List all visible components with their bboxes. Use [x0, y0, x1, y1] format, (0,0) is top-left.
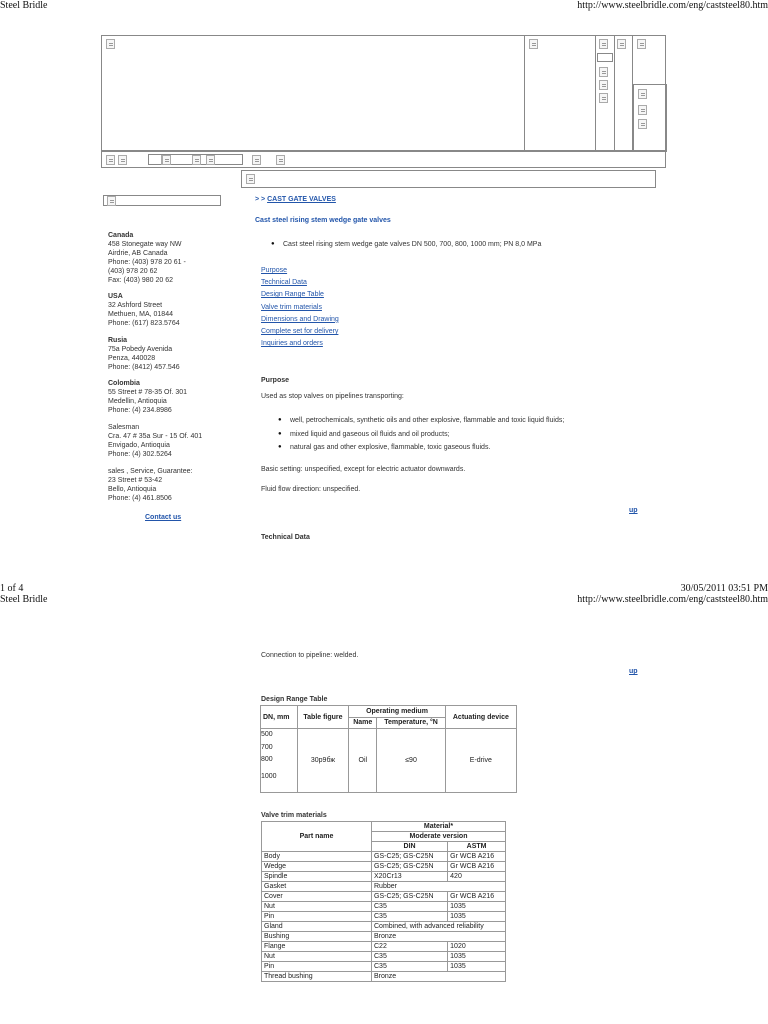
banner-column [595, 35, 615, 151]
din-cell: GS-C25; GS-C25N [372, 892, 448, 902]
astm-cell: 1035 [448, 962, 506, 972]
print-timestamp: 30/05/2011 03:51 PM [680, 583, 768, 594]
part-name-cell: Body [262, 852, 372, 862]
table-row [262, 872, 506, 882]
din-cell: Bronze [372, 932, 506, 942]
technical-data-heading: Technical Data [261, 534, 310, 541]
contact-sales [108, 467, 192, 503]
contact-line: Phone: (8412) 457.546 [108, 364, 180, 371]
up-link[interactable]: up [629, 507, 638, 514]
contact-russia [108, 336, 180, 372]
broken-image-icon [246, 174, 255, 184]
contact-canada [108, 231, 186, 285]
contact-line: Methuen, MA, 01844 [108, 311, 173, 318]
part-name-cell: Gland [262, 922, 372, 932]
contact-line: Cra. 47 # 35a Sur - 15 Of. 401 [108, 433, 203, 440]
page-header-url: http://www.steelbridle.com/eng/caststeel80.htm [577, 594, 768, 605]
nav-image-icon[interactable] [252, 155, 261, 165]
materials-table-body [262, 852, 506, 982]
table-cell [261, 729, 298, 793]
toc-link-technical-data[interactable]: Technical Data [261, 279, 307, 287]
design-range-heading: Design Range Table [261, 696, 328, 703]
contact-salesman [108, 423, 202, 459]
banner-button-slot[interactable] [597, 53, 613, 62]
contact-line: Salesman [108, 424, 140, 431]
din-cell: C35 [372, 902, 448, 912]
astm-cell: Gr WCB A216 [448, 892, 506, 902]
table-row [262, 922, 506, 932]
din-cell: X20Cr13 [372, 872, 448, 882]
sidebar-image-slot [103, 195, 221, 206]
broken-image-icon [107, 196, 116, 206]
contact-line: 23 Street # 53-42 [108, 477, 163, 484]
breadcrumb [255, 196, 336, 203]
contact-line: Phone: (4) 234.8986 [108, 407, 172, 414]
dn-value: 1000 [261, 772, 277, 780]
toc-link-purpose[interactable]: Purpose [261, 267, 288, 274]
valve-trim-heading: Valve trim materials [261, 812, 327, 819]
page-header-left: Steel Bridle [0, 0, 48, 11]
contact-line: 55 Street # 78-35 Of. 301 [108, 389, 187, 396]
broken-image-icon [529, 39, 538, 49]
nav-image-icon[interactable] [162, 155, 171, 165]
purpose-item: ● well, petrochemicals, synthetic oils and other explosive, flammable and toxic liquid fluids; [290, 417, 564, 424]
contact-line: (403) 978 20 62 [108, 268, 158, 275]
astm-cell: 1035 [448, 902, 506, 912]
dn-value: 800 [261, 756, 273, 764]
contact-line: 458 Stonegate way NW [108, 241, 182, 248]
table-row [262, 902, 506, 912]
contact-line: sales , Service, Guarantee: [108, 468, 193, 475]
broken-image-icon [638, 89, 647, 99]
banner-column [632, 35, 666, 151]
din-cell: C35 [372, 962, 448, 972]
din-cell: C35 [372, 952, 448, 962]
nav-image-icon[interactable] [106, 155, 115, 165]
broken-image-icon [599, 80, 608, 90]
nav-image-icon[interactable] [276, 155, 285, 165]
part-name-cell: Bushing [262, 932, 372, 942]
contact-title: Rusia [108, 337, 128, 344]
site-banner [101, 35, 666, 151]
page-header-left: Steel Bridle [0, 594, 48, 605]
col-header: DIN [372, 842, 448, 852]
sub-banner [241, 170, 656, 188]
contact-line: Envigado, Antioquia [108, 442, 170, 449]
toc-list [261, 265, 339, 350]
col-header: ASTM [448, 842, 506, 852]
page-number: 1 of 4 [0, 583, 24, 594]
part-name-cell: Gasket [262, 882, 372, 892]
part-name-cell: Pin [262, 962, 372, 972]
dn-value: 700 [261, 743, 273, 751]
broken-image-icon [599, 93, 608, 103]
part-name-cell: Cover [262, 892, 372, 902]
din-cell: Combined, with advanced reliability [372, 922, 506, 932]
astm-cell: 420 [448, 872, 506, 882]
breadcrumb-prefix: > > [255, 196, 268, 203]
breadcrumb-link[interactable]: CAST GATE VALVES [267, 196, 336, 203]
table-row [262, 972, 506, 982]
din-cell: Bronze [372, 972, 506, 982]
table-row [262, 852, 506, 862]
contact-title: Canada [108, 232, 134, 239]
astm-cell: 1035 [448, 912, 506, 922]
page-header-url: http://www.steelbridle.com/eng/caststeel80.htm [577, 0, 768, 11]
col-header: Table figure [297, 706, 349, 729]
broken-image-icon [617, 39, 626, 49]
flow-direction-text: Fluid flow direction: unspecified. [261, 486, 361, 493]
up-link[interactable]: up [629, 668, 638, 675]
table-row [262, 882, 506, 892]
col-header: DN, mm [261, 706, 298, 729]
table-row [262, 892, 506, 902]
part-name-cell: Spindle [262, 872, 372, 882]
toc-link-valve-trim[interactable]: Valve trim materials [261, 303, 322, 311]
design-range-table [260, 705, 517, 793]
basic-setting-text: Basic setting: unspecified, except for electric actuator downwards. [261, 466, 466, 473]
toc-link-design-range[interactable]: Design Range Table [261, 291, 324, 299]
astm-cell: 1020 [448, 942, 506, 952]
contact-line: 32 Ashford Street [108, 302, 163, 309]
purpose-item: ● mixed liquid and gaseous oil fluids and oil products; [290, 431, 450, 438]
contact-line: Phone: (403) 978 20 61 - [108, 259, 186, 266]
dn-value: 500 [261, 731, 273, 739]
din-cell: C22 [372, 942, 448, 952]
contact-line: 75a Pobedy Avenida [108, 346, 173, 353]
table-cell: E-drive [445, 729, 516, 793]
page-title: Cast steel rising stem wedge gate valves [255, 217, 391, 224]
purpose-heading: Purpose [261, 377, 290, 384]
materials-table [261, 821, 506, 982]
col-header: Part name [262, 822, 372, 852]
part-name-cell: Thread bushing [262, 972, 372, 982]
toc-link-dimensions[interactable]: Dimensions and Drawing [261, 315, 339, 323]
table-cell: ≤90 [377, 729, 445, 793]
table-row [262, 932, 506, 942]
col-header: Name [349, 717, 377, 729]
contact-line: Airdrie, AB Canada [108, 250, 168, 257]
banner-side-block [633, 84, 667, 152]
contact-usa [108, 292, 180, 328]
contact-line: Fax: (403) 980 20 62 [108, 277, 173, 284]
contact-line: Medellin, Antioquia [108, 398, 167, 405]
contact-colombia [108, 379, 187, 415]
nav-image-icon[interactable] [192, 155, 201, 165]
din-cell: GS-C25; GS-C25N [372, 862, 448, 872]
nav-image-icon[interactable] [206, 155, 215, 165]
din-cell: C35 [372, 912, 448, 922]
astm-cell: 1035 [448, 952, 506, 962]
table-row [262, 952, 506, 962]
contact-line: Phone: (4) 461.8506 [108, 495, 172, 502]
broken-image-icon [599, 39, 608, 49]
contact-title: USA [108, 293, 123, 300]
din-cell: Rubber [372, 882, 506, 892]
table-row [262, 962, 506, 972]
banner-column [524, 35, 596, 151]
table-row [262, 942, 506, 952]
din-cell: GS-C25; GS-C25N [372, 852, 448, 862]
broken-image-icon [637, 39, 646, 49]
table-cell: Oil [349, 729, 377, 793]
table-row [262, 862, 506, 872]
part-name-cell: Nut [262, 902, 372, 912]
intro-bullet: ● Cast steel rising stem wedge gate valves DN 500, 700, 800, 1000 mm; PN 8,0 MPa [283, 241, 541, 248]
broken-image-icon [599, 67, 608, 77]
astm-cell: Gr WCB A216 [448, 862, 506, 872]
contact-line: Phone: (4) 302.5264 [108, 451, 172, 458]
purpose-item: ● natural gas and other explosive, flammable, toxic gaseous fluids. [290, 444, 490, 451]
purpose-intro: Used as stop valves on pipelines transporting: [261, 393, 404, 400]
col-header: Operating medium [349, 706, 446, 718]
col-header: Moderate version [372, 832, 506, 842]
contact-title: Colombia [108, 380, 140, 387]
contact-line: Penza, 440028 [108, 355, 156, 362]
contact-line: Bello, Antioquia [108, 486, 157, 493]
part-name-cell: Pin [262, 912, 372, 922]
col-header: Actuating device [445, 706, 516, 729]
top-nav-bar [101, 151, 666, 168]
table-cell: 30р9бж [297, 729, 349, 793]
nav-image-icon[interactable] [118, 155, 127, 165]
table-row [262, 912, 506, 922]
astm-cell: Gr WCB A216 [448, 852, 506, 862]
contact-line: Phone: (617) 823.5764 [108, 320, 180, 327]
broken-image-icon [638, 119, 647, 129]
broken-image-icon [106, 39, 115, 49]
toc-link-inquiries[interactable]: Inquiries and orders [261, 340, 323, 348]
part-name-cell: Flange [262, 942, 372, 952]
broken-image-icon [638, 105, 647, 115]
col-header: Material* [372, 822, 506, 832]
col-header: Temperature, °N [377, 717, 445, 729]
part-name-cell: Nut [262, 952, 372, 962]
contact-us-link[interactable]: Contact us [145, 514, 182, 521]
connection-text: Connection to pipeline: welded. [261, 652, 359, 659]
toc-link-complete-set[interactable]: Complete set for delivery [261, 328, 339, 336]
part-name-cell: Wedge [262, 862, 372, 872]
